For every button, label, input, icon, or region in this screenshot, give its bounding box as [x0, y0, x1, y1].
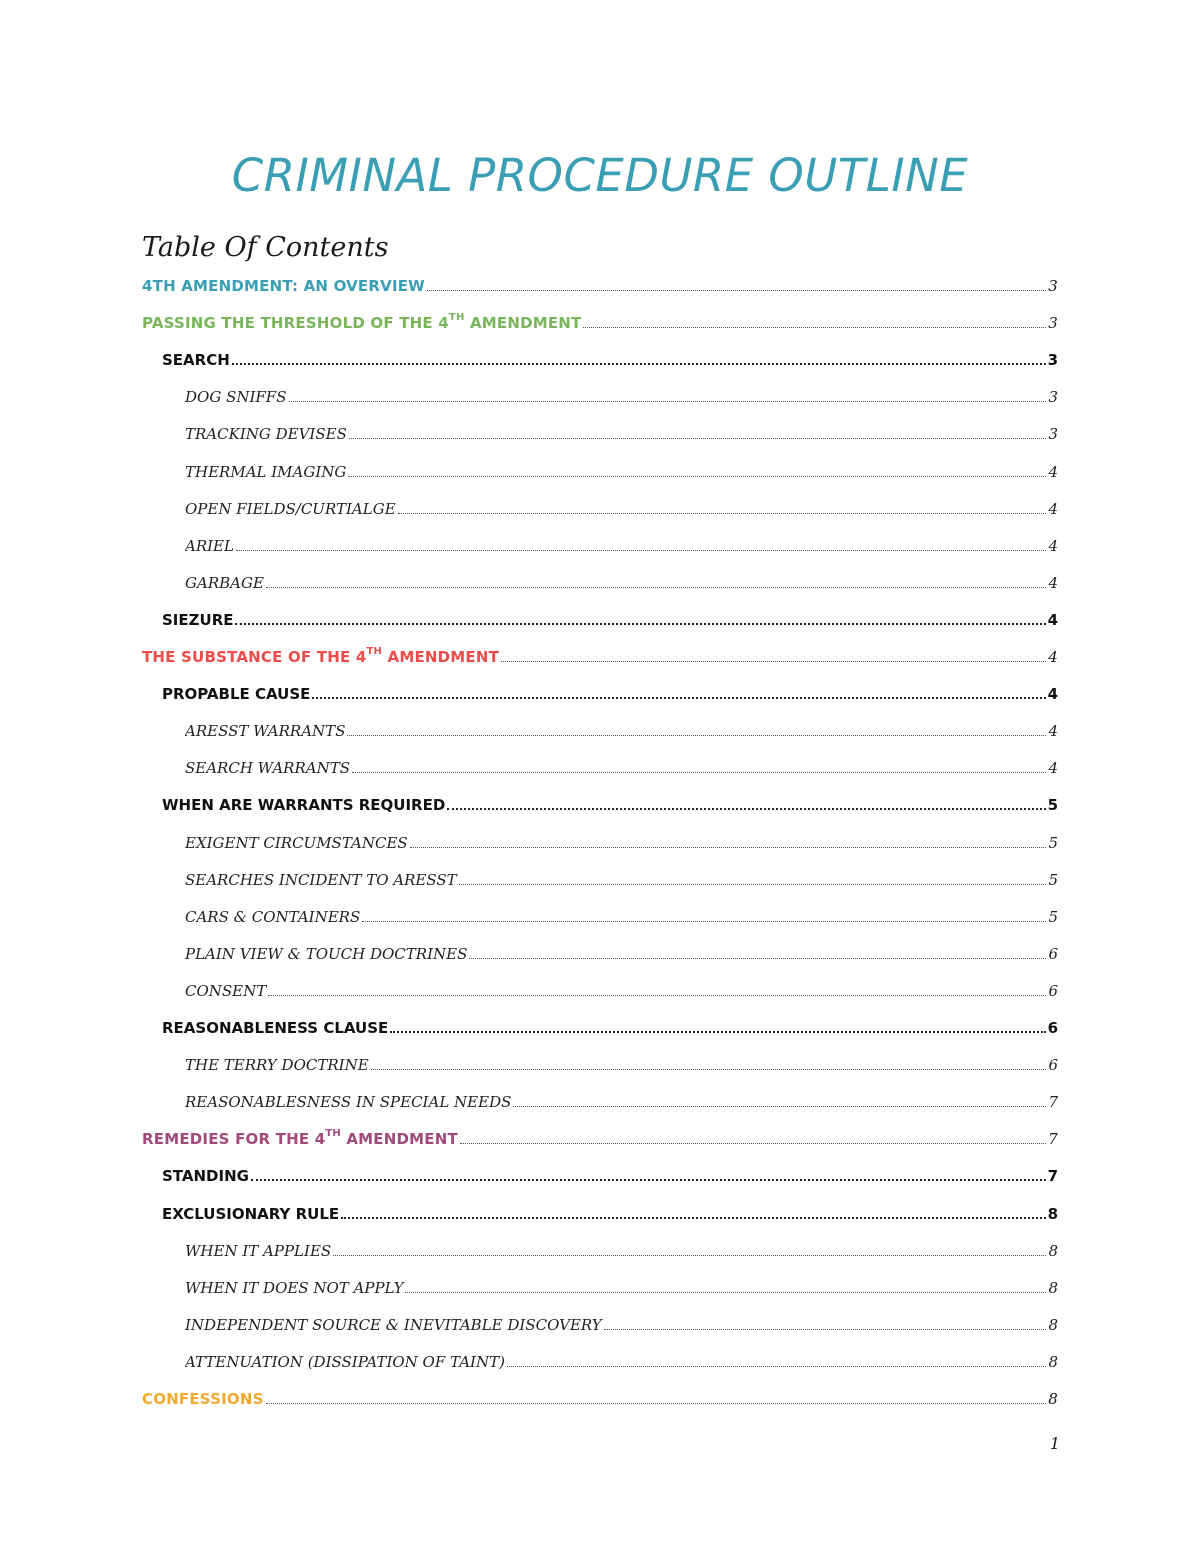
dot-leader: [341, 1216, 1045, 1219]
toc-entry-label: [142, 1129, 458, 1149]
toc-page-number: 7: [1048, 1130, 1058, 1149]
toc-entry-label: [162, 1018, 388, 1038]
toc-entry-label: [185, 907, 360, 927]
toc-page-number: 8: [1048, 1352, 1058, 1371]
toc-entry-text: ARIEL: [185, 536, 234, 555]
dot-leader: [371, 1068, 1047, 1070]
toc-entry-text: THERMAL IMAGING: [185, 462, 347, 481]
toc-page-number: 3: [1048, 277, 1058, 295]
toc-subsection-entry[interactable]: [162, 1194, 1058, 1224]
toc-entry-superscript: TH: [366, 646, 383, 657]
toc-entry-label: [185, 1092, 511, 1112]
dot-leader: [266, 586, 1047, 588]
toc-entry-superscript: TH: [325, 1128, 341, 1140]
toc-item-entry[interactable]: [185, 526, 1058, 556]
toc-page-number: 3: [1048, 388, 1058, 407]
toc-subsection-entry[interactable]: [162, 1008, 1058, 1038]
dot-leader: [289, 400, 1047, 402]
toc-subsection-entry[interactable]: [162, 674, 1058, 704]
dot-leader: [349, 437, 1047, 439]
toc-entry-label: [142, 313, 581, 333]
toc-entry-label: [185, 387, 287, 407]
toc-page-number: 6: [1048, 981, 1058, 1000]
toc-entry-text: CARS & CONTAINERS: [185, 907, 361, 926]
toc-entry-text-suffix: AMENDMENT: [340, 1130, 458, 1149]
toc-item-entry[interactable]: [185, 1045, 1058, 1075]
toc-entry-text: PLAIN VIEW & TOUCH DOCTRINES: [185, 944, 468, 963]
toc-entry-text: ATTENUATION (DISSIPATION OF TAINT): [185, 1352, 505, 1371]
dot-leader: [507, 1365, 1047, 1367]
dot-leader: [405, 1291, 1046, 1293]
dot-leader: [251, 1178, 1046, 1181]
toc-page-number: 3: [1048, 314, 1058, 333]
toc-entry-text: GARBAGE: [185, 573, 264, 592]
toc-entry-text: INDEPENDENT SOURCE & INEVITABLE DISCOVERY: [185, 1315, 602, 1334]
toc-entry-label: [185, 536, 234, 556]
toc-entry-text: STANDING: [162, 1167, 249, 1186]
dot-leader: [459, 883, 1047, 885]
toc-page-number: 6: [1047, 1019, 1058, 1037]
toc-entry-label: [185, 758, 350, 778]
toc-entry-text: REMEDIES FOR THE 4: [142, 1130, 326, 1149]
toc-item-entry[interactable]: [185, 563, 1058, 593]
toc-item-entry[interactable]: [185, 452, 1058, 482]
toc-entry-label: [185, 944, 467, 964]
toc-page-number: 5: [1048, 833, 1058, 852]
toc-entry-label: [142, 276, 425, 296]
dot-leader: [268, 994, 1046, 996]
toc-entry-text: DOG SNIFFS: [185, 388, 287, 407]
dot-leader: [427, 289, 1046, 291]
dot-leader: [236, 549, 1046, 551]
toc-entry-text: SEARCH: [162, 351, 230, 370]
toc-entry-label: [162, 1166, 249, 1186]
toc-page-number: 4: [1047, 610, 1058, 629]
toc-item-entry[interactable]: [185, 414, 1058, 444]
toc-item-entry[interactable]: [185, 934, 1058, 964]
toc-page-number: 8: [1047, 1204, 1058, 1223]
toc-page-number: 7: [1048, 1093, 1058, 1112]
toc-entry-text-suffix: AMENDMENT: [464, 314, 582, 333]
toc-entry-label: [185, 1241, 331, 1261]
toc-item-entry[interactable]: [185, 823, 1058, 853]
toc-entry-text: ARESST WARRANTS: [185, 722, 346, 741]
toc-item-entry[interactable]: [185, 1305, 1058, 1335]
toc-entry-text: OPEN FIELDS/CURTIALGE: [185, 499, 396, 518]
toc-page-number: 8: [1048, 1315, 1058, 1334]
toc-heading: Table Of Contents: [142, 232, 389, 263]
toc-entry-label: [185, 1352, 505, 1372]
toc-item-entry[interactable]: [185, 1268, 1058, 1298]
toc-section-entry[interactable]: [142, 266, 1058, 296]
dot-leader: [501, 660, 1046, 662]
toc-entry-label: [185, 1278, 403, 1298]
toc-page-number: 8: [1048, 1278, 1058, 1297]
toc-page-number: 5: [1048, 907, 1058, 926]
toc-entry-text: EXCLUSIONARY RULE: [162, 1204, 340, 1223]
toc-entry-text: THE SUBSTANCE OF THE 4: [142, 648, 367, 666]
toc-entry-label: [142, 647, 499, 667]
toc-entry-label: [185, 981, 266, 1001]
toc-page-number: 5: [1047, 796, 1058, 815]
toc-entry-label: [162, 610, 233, 630]
toc-section-entry[interactable]: [142, 1379, 1058, 1409]
toc-entry-text: WHEN IT APPLIES: [185, 1241, 332, 1260]
toc-entry-label: [185, 870, 457, 890]
dot-leader: [469, 957, 1046, 959]
toc-entry-text-suffix: AMENDMENT: [382, 648, 500, 666]
toc-page-number: 8: [1048, 1241, 1058, 1260]
toc-subsection-entry[interactable]: [162, 785, 1058, 815]
page-number: 1: [1049, 1434, 1060, 1453]
toc-page-number: 6: [1048, 1056, 1058, 1075]
toc-page-number: 3: [1048, 425, 1058, 444]
toc-entry-text: CONSENT: [185, 981, 267, 1000]
dot-leader: [583, 326, 1046, 328]
page-title: CRIMINAL PROCEDURE OUTLINE: [231, 149, 969, 202]
toc-page-number: 4: [1048, 462, 1058, 481]
toc-section-entry[interactable]: [142, 303, 1058, 333]
toc-item-entry[interactable]: [185, 489, 1058, 519]
toc-page-number: 4: [1048, 536, 1058, 555]
toc-page-number: 5: [1048, 870, 1058, 889]
toc-section-entry[interactable]: [142, 637, 1058, 667]
dot-leader: [447, 807, 1045, 810]
dot-leader: [398, 512, 1047, 514]
toc-item-entry[interactable]: [185, 748, 1058, 778]
toc-page-number: 4: [1048, 499, 1058, 518]
toc-entry-text: REASONABLESNESS IN SPECIAL NEEDS: [185, 1093, 512, 1112]
toc-entry-label: [162, 684, 310, 704]
toc-item-entry[interactable]: [185, 377, 1058, 407]
dot-leader: [333, 1254, 1046, 1256]
toc-item-entry[interactable]: [185, 711, 1058, 741]
toc-page-number: 4: [1048, 759, 1058, 778]
toc-page-number: 4: [1048, 573, 1058, 592]
toc-page-number: 7: [1047, 1167, 1058, 1186]
dot-leader: [352, 771, 1046, 773]
dot-leader: [513, 1105, 1046, 1107]
dot-leader: [235, 622, 1045, 625]
toc-subsection-entry[interactable]: [162, 1156, 1058, 1186]
toc-entry-text: REASONABLENESS CLAUSE: [162, 1019, 389, 1037]
toc-entry-label: [185, 462, 346, 482]
toc-entry-text: PROPABLE CAUSE: [162, 685, 311, 704]
toc-entry-label: [185, 1315, 602, 1335]
toc-item-entry[interactable]: [185, 1231, 1058, 1261]
dot-leader: [312, 696, 1045, 699]
toc-entry-label: [142, 1389, 264, 1409]
dot-leader: [460, 1142, 1046, 1144]
toc-item-entry[interactable]: [185, 860, 1058, 890]
dot-leader: [266, 1402, 1047, 1404]
toc-entry-label: [185, 721, 345, 741]
dot-leader: [390, 1030, 1045, 1033]
toc-entry-text: PASSING THE THRESHOLD OF THE 4: [142, 314, 449, 333]
dot-leader: [232, 362, 1046, 365]
toc-page-number: 8: [1048, 1390, 1058, 1408]
toc-entry-label: [185, 833, 408, 853]
toc-entry-text: SIEZURE: [162, 610, 234, 629]
toc-entry-text: CONFESSIONS: [142, 1390, 264, 1408]
dot-leader: [410, 846, 1047, 848]
toc-entry-label: [185, 499, 396, 519]
toc-entry-text: WHEN IT DOES NOT APPLY: [185, 1278, 404, 1297]
toc-entry-label: [185, 1055, 369, 1075]
toc-page-number: 4: [1048, 722, 1058, 741]
toc-entry-label: [162, 795, 445, 815]
toc-page-number: 4: [1047, 685, 1058, 704]
toc-item-entry[interactable]: [185, 1342, 1058, 1372]
toc-entry-text: SEARCHES INCIDENT TO ARESST: [185, 870, 457, 889]
toc-page-number: 6: [1048, 944, 1058, 963]
toc-entry-text: EXIGENT CIRCUMSTANCES: [185, 833, 408, 852]
dot-leader: [604, 1328, 1047, 1330]
toc-entry-label: [185, 573, 264, 593]
dot-leader: [347, 734, 1046, 736]
dot-leader: [362, 920, 1046, 922]
toc-item-entry[interactable]: [185, 897, 1058, 927]
toc-section-entry[interactable]: [142, 1119, 1058, 1149]
toc-entry-superscript: TH: [448, 312, 465, 324]
toc-entry-text: TRACKING DEVISES: [185, 425, 347, 444]
toc-page-number: 4: [1048, 648, 1058, 666]
toc-entry-label: [185, 424, 347, 444]
toc-entry-label: [162, 350, 230, 370]
toc-subsection-entry[interactable]: [162, 340, 1058, 370]
toc-entry-text: THE TERRY DOCTRINE: [185, 1056, 369, 1075]
toc-entry-text: 4TH AMENDMENT: AN OVERVIEW: [142, 277, 425, 295]
toc-subsection-entry[interactable]: [162, 600, 1058, 630]
toc-entry-text: SEARCH WARRANTS: [185, 759, 351, 778]
toc-entry-text: WHEN ARE WARRANTS REQUIRED: [162, 796, 446, 815]
toc-page-number: 3: [1047, 351, 1058, 370]
dot-leader: [348, 475, 1046, 477]
toc-item-entry[interactable]: [185, 971, 1058, 1001]
toc-entry-label: [162, 1204, 339, 1224]
toc-item-entry[interactable]: [185, 1082, 1058, 1112]
